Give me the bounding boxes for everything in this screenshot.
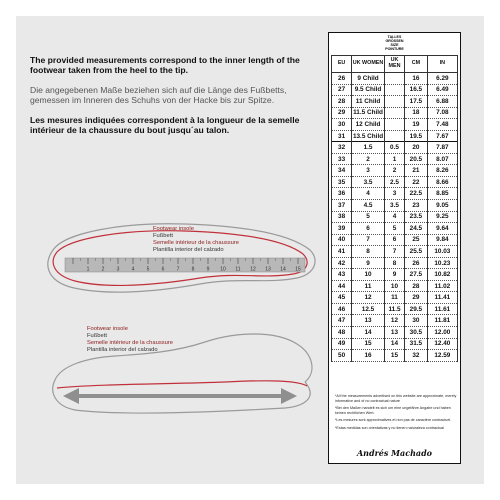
table-cell: 12.40 [427, 338, 457, 350]
table-row [332, 153, 458, 165]
table-cell: 24.5 [405, 223, 428, 235]
table-cell: 19.5 [405, 130, 428, 142]
table-cell: 49 [332, 338, 352, 350]
description-english: The provided measurements correspond to the inner length of the footwear taken from the heel to the tip. [30, 55, 300, 75]
table-cell: 22 [405, 176, 428, 188]
table-cell: 12 Child [352, 119, 385, 131]
table-cell: 34 [332, 165, 352, 177]
table-cell: 41 [332, 246, 352, 258]
table-cell: 11 Child [352, 96, 385, 108]
table-row [332, 303, 458, 315]
ruler-number: 5 [146, 266, 150, 273]
table-cell: 1.5 [352, 142, 385, 154]
size-table-panel [328, 32, 461, 464]
table-cell: 8.85 [427, 188, 457, 200]
table-cell: 7.08 [427, 107, 457, 119]
insole-arrow-drawing [35, 322, 325, 422]
table-cell: 42 [332, 257, 352, 269]
table-cell: 10.82 [427, 269, 457, 281]
table-cell: 4 [384, 211, 404, 223]
ruler-number: 9 [206, 266, 210, 273]
header-cm: CM [405, 56, 428, 73]
table-row [332, 257, 458, 269]
disclaimer-notes [335, 394, 457, 433]
arrow-right-head [281, 388, 297, 404]
table-cell: 23.5 [405, 211, 428, 223]
title-pointure: POINTURE [385, 47, 404, 51]
table-row [332, 119, 458, 131]
table-cell: 22.5 [405, 188, 428, 200]
table-cell: 32 [405, 350, 428, 362]
table-cell: 11 [352, 280, 385, 292]
ruler-number: 14 [280, 266, 286, 273]
table-cell: 18 [405, 107, 428, 119]
table-cell: 12 [384, 315, 404, 327]
table-cell: 0.5 [384, 142, 404, 154]
table-cell: 7.48 [427, 119, 457, 131]
table-cell: 7 [352, 234, 385, 246]
table-row [332, 96, 458, 108]
insole-arrow-diagram [35, 322, 325, 422]
description-french: Les mesures indiquées correspondent à la longueur de la semelle intérieur de la chaussure du bout jusqu´au talon. [30, 115, 300, 135]
table-cell: 38 [332, 211, 352, 223]
insole-ruler-diagram [35, 212, 325, 302]
table-cell: 9 Child [352, 73, 385, 85]
table-cell: 4.5 [352, 200, 385, 212]
description-block [30, 45, 325, 145]
table-cell: 12.00 [427, 327, 457, 339]
table-row [332, 176, 458, 188]
ruler-number: 8 [191, 266, 195, 273]
ruler-number: 1 [86, 266, 90, 273]
size-table-title [329, 35, 460, 51]
table-cell: 20 [405, 142, 428, 154]
table-cell: 9.25 [427, 211, 457, 223]
table-cell [384, 84, 404, 96]
table-cell [384, 107, 404, 119]
size-table-header [332, 56, 458, 73]
table-cell: 35 [332, 176, 352, 188]
brand-signature: Andrés Machado [356, 448, 433, 458]
table-cell: 16.5 [405, 84, 428, 96]
table-cell: 48 [332, 327, 352, 339]
note-english: *All the measurements advertised on this website are approximate, merely informative and of no contractual nature [335, 394, 457, 403]
table-cell: 8 [384, 257, 404, 269]
header-eu: EU [332, 56, 352, 73]
table-cell: 7.87 [427, 142, 457, 154]
ruler-number: 7 [176, 266, 180, 273]
table-cell: 16 [352, 350, 385, 362]
ruler-number: 12 [250, 266, 256, 273]
table-row [332, 84, 458, 96]
table-cell: 1 [384, 153, 404, 165]
table-cell: 11 [384, 292, 404, 304]
table-cell: 28 [332, 96, 352, 108]
table-cell: 6.29 [427, 73, 457, 85]
arrow-left-head [63, 388, 79, 404]
insole-line [57, 381, 307, 388]
table-row [332, 327, 458, 339]
insole-label-english: Footwear insole [153, 226, 194, 232]
table-cell [384, 119, 404, 131]
table-cell: 33 [332, 153, 352, 165]
table-cell: 11.5 Child [352, 107, 385, 119]
table-cell: 45 [332, 292, 352, 304]
table-cell: 14 [384, 338, 404, 350]
table-row [332, 234, 458, 246]
ruler-number: 4 [131, 266, 135, 273]
table-cell: 16 [405, 73, 428, 85]
table-cell: 19 [405, 119, 428, 131]
table-cell: 13 [384, 327, 404, 339]
table-cell [384, 73, 404, 85]
table-cell [384, 96, 404, 108]
table-cell: 2.5 [384, 176, 404, 188]
table-row [332, 142, 458, 154]
description-german: Die angegebenen Maße beziehen sich auf die Länge des Fußbetts, gemessen im Inneren des Schuhs von der Hacke bis zur Spitze. [30, 85, 287, 105]
table-cell: 46 [332, 303, 352, 315]
table-cell: 26 [405, 257, 428, 269]
table-cell: 13.5 Child [352, 130, 385, 142]
table-cell: 6 [384, 234, 404, 246]
table-row [332, 188, 458, 200]
table-cell: 10 [384, 280, 404, 292]
table-cell: 15 [352, 338, 385, 350]
insole-label-block [153, 226, 239, 254]
table-cell: 6.49 [427, 84, 457, 96]
title-talles: TALLES [387, 35, 402, 39]
table-cell: 43 [332, 269, 352, 281]
ruler-number: 2 [101, 266, 105, 273]
table-cell: 10 [352, 269, 385, 281]
table-cell: 5 [352, 211, 385, 223]
table-cell: 29 [332, 107, 352, 119]
note-french: *Les mesures sont approximatives et non pas de caractère contractuel. [335, 418, 452, 422]
table-row [332, 280, 458, 292]
table-cell: 28 [405, 280, 428, 292]
insole-label-english: Footwear insole [87, 326, 128, 332]
table-cell: 12 [352, 292, 385, 304]
table-cell [384, 130, 404, 142]
table-row [332, 338, 458, 350]
table-cell: 30 [332, 119, 352, 131]
table-cell: 2 [352, 153, 385, 165]
size-table [331, 55, 458, 362]
table-row [332, 269, 458, 281]
table-cell: 10.03 [427, 246, 457, 258]
ruler-number: 13 [265, 266, 271, 273]
insole-label-french: Semelle intérieur de la chaussure [87, 340, 174, 346]
table-cell: 3.5 [352, 176, 385, 188]
header-in: IN [427, 56, 457, 73]
table-cell: 26 [332, 73, 352, 85]
table-cell: 8.26 [427, 165, 457, 177]
table-cell: 8.66 [427, 176, 457, 188]
table-row [332, 315, 458, 327]
table-cell: 40 [332, 234, 352, 246]
table-cell: 11.81 [427, 315, 457, 327]
table-cell: 11.02 [427, 280, 457, 292]
table-cell: 3 [384, 188, 404, 200]
table-cell: 9.84 [427, 234, 457, 246]
table-row [332, 211, 458, 223]
table-cell: 9.5 Child [352, 84, 385, 96]
insole-label-spanish: Plantilla interior del calzado [153, 247, 224, 253]
header-uk-women: UK WOMEN [352, 56, 385, 73]
table-row [332, 223, 458, 235]
table-cell: 20.5 [405, 153, 428, 165]
table-cell: 12.59 [427, 350, 457, 362]
table-cell: 30 [405, 315, 428, 327]
table-cell: 9.05 [427, 200, 457, 212]
table-cell: 47 [332, 315, 352, 327]
table-row [332, 165, 458, 177]
table-row [332, 73, 458, 85]
table-cell: 14 [352, 327, 385, 339]
table-cell: 6 [352, 223, 385, 235]
table-cell: 21 [405, 165, 428, 177]
insole-label-french: Semelle intérieur de la chaussure [153, 240, 240, 246]
table-cell: 11.5 [384, 303, 404, 315]
ruler-number: 15 [295, 266, 301, 273]
insole-label-spanish: Plantilla interior del calzado [87, 347, 158, 353]
header-uk-men: UK MEN [384, 56, 404, 73]
table-row [332, 350, 458, 362]
table-cell: 3.5 [384, 200, 404, 212]
table-cell: 11.61 [427, 303, 457, 315]
ruler-number: 10 [220, 266, 226, 273]
table-cell: 27 [332, 84, 352, 96]
table-cell: 9.64 [427, 223, 457, 235]
ruler-number: 6 [161, 266, 165, 273]
insole-label-block-2 [87, 326, 173, 354]
table-cell: 31 [332, 130, 352, 142]
note-german: *Bei den Maßen handelt es sich um eine ungefähre Angabe und haben keinen rechtlichen Wert. [335, 406, 451, 415]
table-cell: 50 [332, 350, 352, 362]
table-cell: 44 [332, 280, 352, 292]
table-cell: 6.88 [427, 96, 457, 108]
table-cell: 27.5 [405, 269, 428, 281]
insole-label-german: Fußbett [153, 233, 173, 239]
table-cell: 7 [384, 246, 404, 258]
title-size: SIZE [390, 43, 399, 47]
table-cell: 29 [405, 292, 428, 304]
table-cell: 13 [352, 315, 385, 327]
insole-label-german: Fußbett [87, 333, 107, 339]
table-cell: 7.67 [427, 130, 457, 142]
table-cell: 23 [405, 200, 428, 212]
table-cell: 8.07 [427, 153, 457, 165]
ruler-number: 3 [116, 266, 120, 273]
table-cell: 3 [352, 165, 385, 177]
note-spanish: *Estas medidas son orientativas y no tienen naturaleza contractual [335, 425, 444, 430]
ruler-number: 11 [235, 266, 241, 273]
table-cell: 4 [352, 188, 385, 200]
table-cell: 30.5 [405, 327, 428, 339]
title-grossen: GRÖSSEN [385, 39, 404, 43]
table-cell: 25 [405, 234, 428, 246]
table-row [332, 292, 458, 304]
table-cell: 36 [332, 188, 352, 200]
table-row [332, 130, 458, 142]
table-cell: 12.5 [352, 303, 385, 315]
table-cell: 15 [384, 350, 404, 362]
table-cell: 32 [332, 142, 352, 154]
table-cell: 37 [332, 200, 352, 212]
table-cell: 2 [384, 165, 404, 177]
table-cell: 29.5 [405, 303, 428, 315]
table-row [332, 107, 458, 119]
table-cell: 9 [384, 269, 404, 281]
table-cell: 31.5 [405, 338, 428, 350]
table-cell: 17.5 [405, 96, 428, 108]
table-cell: 5 [384, 223, 404, 235]
table-cell: 8 [352, 246, 385, 258]
table-row [332, 200, 458, 212]
table-cell: 39 [332, 223, 352, 235]
table-cell: 11.41 [427, 292, 457, 304]
table-cell: 9 [352, 257, 385, 269]
table-cell: 25.5 [405, 246, 428, 258]
table-cell: 10.23 [427, 257, 457, 269]
table-row [332, 246, 458, 258]
